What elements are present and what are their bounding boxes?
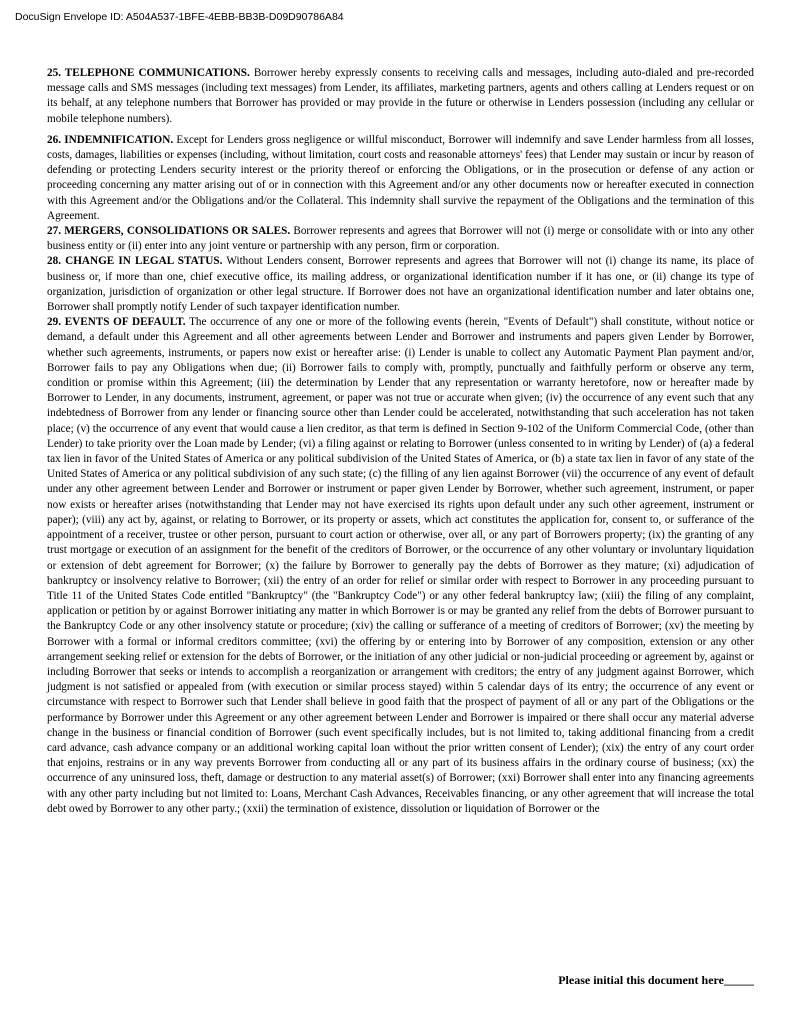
section-telephone-communications (47, 66, 754, 127)
section-text: Except for Lenders gross negligence or willful misconduct, Borrower will indemnify and save Lender harmless from all losses, costs, damages, liabilities or expenses (including, without limitation, court costs and reasonable attorneys' fees) that Lender may sustain or incur by reason of defending or protecting Lenders security interest or the priority thereof or enforcing the Obligations, or in the prosecution or defense of any action or proceeding concerning any matter arising out of or in connection with this Agreement and/or any other documents now or hereafter executed in connection with this Agreement and/or the Obligations and/or the Collateral. This indemnity shall survive the repayment of the Obligations and the termination of this Agreement. (47, 133, 754, 222)
section-text: Without Lenders consent, Borrower represents and agrees that Borrower will not (i) change its name, its place of business or, if more than one, chief executive office, its mailing address, or organizational identification number if it has one, or (ii) change its type of organization, jurisdiction of organization or other legal structure. If Borrower does not have an organizational identification number and later obtains one, Borrower shall promptly notify Lender of such taxpayer identification number. (47, 255, 754, 314)
section-heading: 27. MERGERS, CONSOLIDATIONS OR SALES. (47, 225, 291, 238)
section-change-in-legal-status (47, 254, 754, 315)
section-heading: 25. TELEPHONE COMMUNICATIONS. (47, 67, 250, 79)
section-heading: 28. CHANGE IN LEGAL STATUS. (47, 255, 223, 268)
section-events-of-default (47, 315, 754, 817)
section-mergers-consolidations-sales (47, 224, 754, 254)
document-body (47, 66, 754, 817)
section-text: Borrower represents and agrees that Borrower will not (i) merge or consolidate with or into any other business entity or (ii) enter into any joint venture or partnership with any person, firm or corporation. (47, 225, 754, 253)
initial-prompt: Please initial this document here_____ (558, 973, 754, 987)
section-text: The occurrence of any one or more of the following events (herein, "Events of Default") shall constitute, without notice or demand, a default under this Agreement and all other agreements between Lender and Borrower and instruments and papers given Lender by Borrower, whether such agreements, instruments, or papers now exist or hereafter arise: (i) Lender is unable to collect any Automatic Payment Plan payment and/or, Borrower fails to pay any Obligations when due; (ii) Borrower fails to comply with, promptly, punctually and faithfully perform or observe any term, condition or promise within this Agreement; (iii) the determination by Lender that any representation or warranty heretofore, now or hereafter made by Borrower to Lender, in any documents, instrument, agreement, or paper was not true or accurate when given; (iv) the occurrence of any event such that any indebtedness of Borrower from any lender or financing source other than Lender could be accelerated, notwithstanding that such acceleration has not taken place; (v) the occurrence of any event that would cause a lien creditor, as that term is defined in Section 9-102 of the Uniform Commercial Code, (other than Lender) to take priority over the Loan made by Lender; (vi) a filing against or relating to Borrower (unless consented to in writing by Lender) of (a) a federal tax lien in favor of the United States of America or any political subdivision of the United States of America, or (b) a state tax lien in favor of any state of the United States of America or any political subdivision of any such state; (c) the filling of any lien against Borrower (vii) the occurrence of any event of default under any other agreement between Lender and Borrower or instrument or paper given Lender by Borrower, whether such agreement, instrument, or paper now exists or hereafter arises (notwithstanding that Lender may not have exercised its rights upon default under any such other agreement, instrument or paper); (viii) any act by, against, or relating to Borrower, or its property or assets, which act constitutes the application for, consent to, or sufferance of the appointment of a receiver, trustee or other person, pursuant to court action or otherwise, over all, or any part of Borrowers property; (ix) the granting of any trust mortgage or execution of an assignment for the benefit of the creditors of Borrower, or the occurrence of any other voluntary or involuntary liquidation or extension of debt agreement for Borrower; (x) the failure by Borrower to generally pay the debts of Borrower as they mature; (xi) adjudication of bankruptcy or insolvency relative to Borrower; (xii) the entry of an order for relief or similar order with respect to Borrower in any proceeding pursuant to Title 11 of the United States Code entitled "Bankruptcy" (the "Bankruptcy Code") or any other federal bankruptcy law; (xiii) the filing of any complaint, application or petition by or against Borrower initiating any matter in which Borrower is or may be granted any relief from the debts of Borrower pursuant to the Bankruptcy Code or any other insolvency statute or procedure; (xiv) the calling or sufferance of a meeting of creditors of Borrower; (xv) the meeting by Borrower with a formal or informal creditors committee; (xvi) the offering by or entering into by Borrower of any composition, extension or any other arrangement seeking relief or extension for the debts of Borrower, or the initiation of any other judicial or non-judicial proceeding or agreement by, against or including Borrower that seeks or intends to accomplish a reorganization or arrangement with creditors; the entry of any judgment against Borrower, which judgment is not satisfied or appealed from (with execution or similar process stayed) within 5 calendar days of its entry; the occurrence of any event or circumstance with respect to Borrower such that Lender shall believe in good faith that the prospect of payment of all or any part of the Obligations or the performance by Borrower under this Agreement or any other agreement between Lender and Borrower is impaired or there shall occur any material adverse change in the business or financial condition of Borrower (such event specifically includes, but is not limited to, taking additional financing from a credit card advance, cash advance company or an additional working capital loan without the prior written consent of Lender); (xix) the entry of any court order that enjoins, restrains or in any way prevents Borrower from conducting all or any part of its business affairs in the ordinary course of business; (xx) the occurrence of any uninsured loss, theft, damage or destruction to any material asset(s) of Borrower; (xxi) Borrower shall enter into any financing agreements with any other party including but not limited to: Loans, Merchant Cash Advances, Receivables financing, or any other agreement that will increase the total debt owed by Borrower to any other party.; (xxii) the termination of existence, dissolution or liquidation of Borrower or the (47, 316, 754, 815)
section-text: Borrower hereby expressly consents to receiving calls and messages, including auto-dialed and pre-recorded message calls and SMS messages (including text messages) from Lender, its affiliates, marketing partners, agents and others calling at Lenders request or on its behalf, at any telephone numbers that Borrower has provided or may provide in the future or otherwise in Lenders possession (including any cellular or mobile telephone numbers). (47, 67, 754, 125)
docusign-envelope-id: DocuSign Envelope ID: A504A537-1BFE-4EBB-BB3B-D09D90786A84 (15, 11, 344, 23)
section-heading: 26. INDEMNIFICATION. (47, 133, 174, 146)
section-indemnification (47, 133, 754, 224)
section-heading: 29. EVENTS OF DEFAULT. (47, 316, 186, 329)
